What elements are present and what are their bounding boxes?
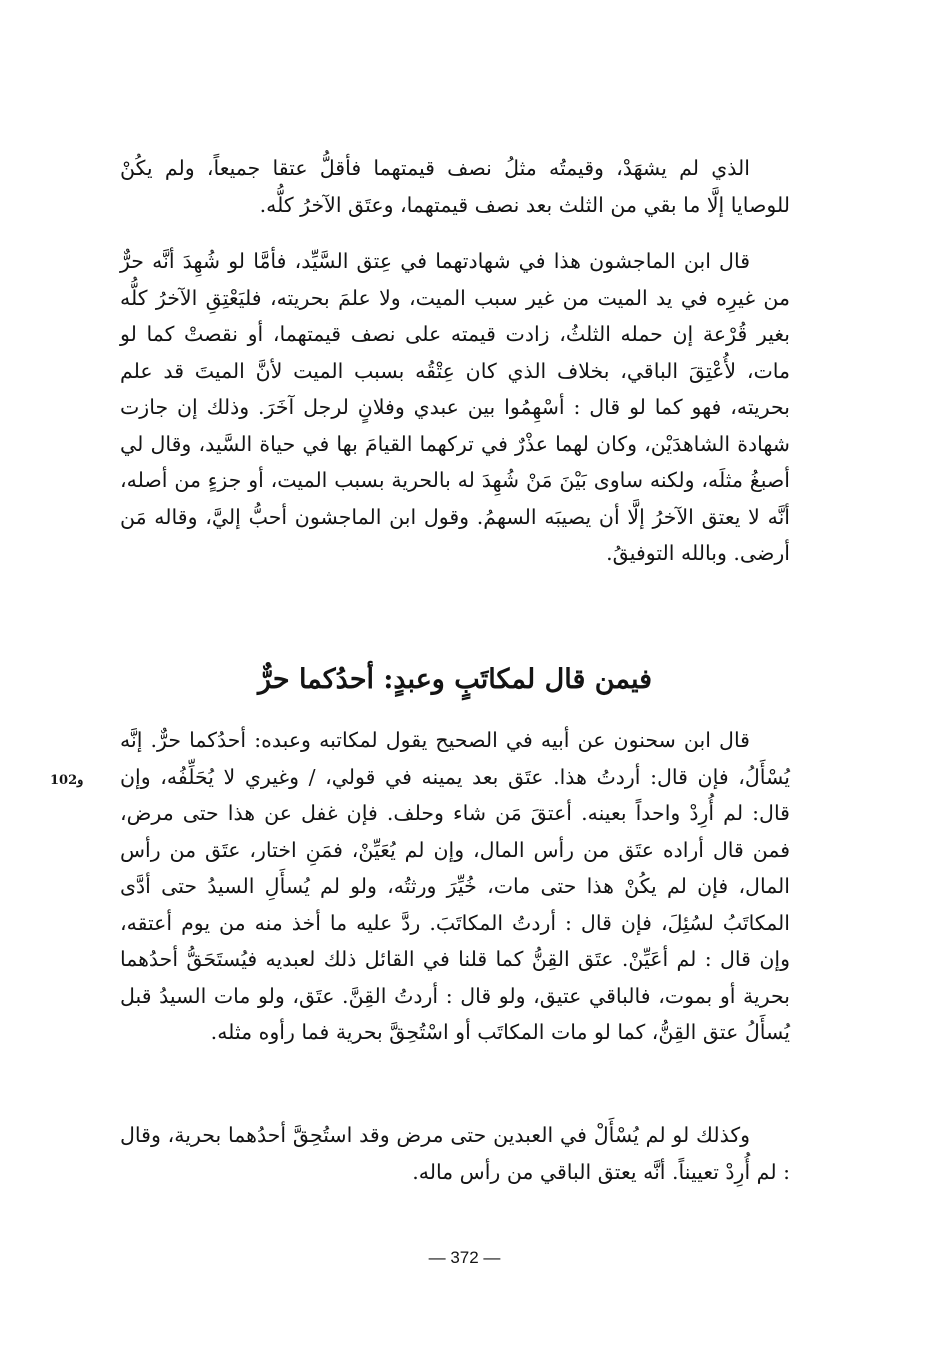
paragraph: وكذلك لو لم يُسْأَلْ في العبدين حتى مرض وقد استُحِقَّ أحدُهما بحرية، وقال : لم أُرِدْ تعييناً. أنَّه يعتق الباقي من رأس ماله.	[120, 1123, 790, 1184]
margin-folio-note: و102	[50, 773, 84, 788]
paragraph-block	[120, 722, 790, 1051]
paragraph: قال ابن سحنون عن أبيه في الصحيح يقول لمكاتبه وعبده: أحدُكما حرٌّ. إنَّه يُسْأَلُ، فإن قال: أردتُ هذا. عتَق بعد يمينه في قولي، / وغيري لا يُحَلِّفُه، وإن قال: لم أُرِدْ واحداً بعينه. أعتقَ مَن شاء وحلف. فإن غفل عن هذا حتى مرض، فمن قال أراده عتَق من رأس المال، وإن لم يُعَيِّنْ، فمَنِ اختار، عتَق من رأس المال، فإن لم يكُنْ هذا حتى مات، خُيِّرَ ورثتُه، ولو لم يُسأَلِ السيدُ حتى أدَّى المكاتَبُ لسُئِلَ، فإن قال : أردتُ المكاتَبَ. ردَّ عليه ما أخذ منه من يوم أعتقه، وإن قال : لم أعَيِّنْ. عتَق القِنُّ كما قلنا في القائل ذلك لعبديه فيُستَحَقُّ أحدُهما بحرية أو بموت، فالباقي عتيق، ولو قال : أردتُ القِنَّ. عتَق، ولو مات السيدُ قبل يُسأَلُ عتق القِنُّ، كما لو مات المكاتَب أو اسْتُحِقَّ بحرية فما رأوه مثله.	[120, 728, 790, 1044]
page-number: — 372 —	[428, 1248, 501, 1267]
section-heading: فيمن قال لمكاتَبٍ وعبدٍ: أحدُكما حرٌّ	[257, 664, 653, 695]
paragraph: الذي لم يشهَدْ، وقيمتُه مثلُ نصف قيمتهما فأقلُّ عتقا جميعاً، ولم يكُنْ للوصايا إلَّا ما بقي من الثلث بعد نصف قيمتهما، وعتَق الآخرُ كلُّه.	[120, 156, 790, 217]
paragraph-block	[120, 1117, 790, 1190]
paragraph-block	[120, 243, 790, 572]
paragraph: قال ابن الماجشون هذا في شهادتهما في عِتق السَّيِّد، فأمَّا لو شُهِدَ أنَّه حرٌّ من غيرِه في يد الميت من غير سبب الميت، ولا علمَ بحريته، فليَعْتِقِ الآخرُ كلُّه بغير قُرْعة إن حمله الثلثُ، زادت قيمته على نصف قيمتهما، أو نقصتْ كما لو مات، لأُعْتِقَ الباقي، بخلاف الذي كان عِتْقُه بسبب الميت لأنَّ الميتَ قد علم بحريته، فهو كما لو قال : أسْهِمُوا بين عبدي وفلانٍ لرجل آخَرَ. وذلك إن جازت شهادة الشاهدَيْن، وكان لهما عذْرٌ في تركهما القيامَ بها في حياة السَّيد، وقال لي أصبغُ مثلَه، ولكنه ساوى بَيْنَ مَنْ شُهِدَ له بالحرية بسبب الميت، أو جزءٍ من أصله، أنَّه لا يعتق الآخرُ إلَّا أن يصيبَه السهمُ. وقول ابن الماجشون أحبُّ إليَّ، وقاله مَن أرضى. وبالله التوفيقُ.	[120, 249, 790, 565]
paragraph-block	[120, 150, 790, 223]
